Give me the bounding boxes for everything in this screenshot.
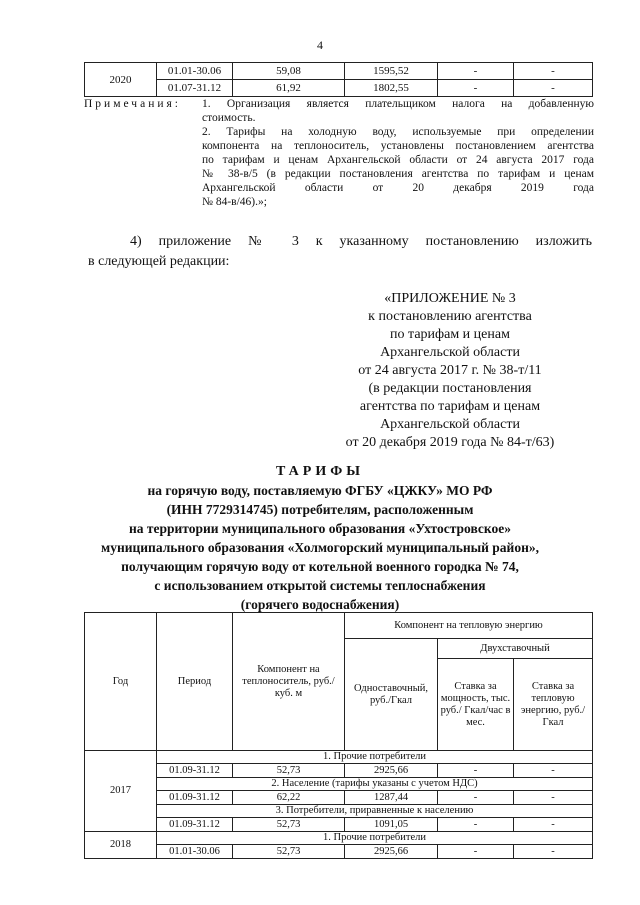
power-rate-cell: -: [438, 818, 514, 832]
energy-rate-cell: -: [514, 818, 593, 832]
title-line: на территории муниципального образования «Ухтостровское»: [128, 521, 512, 536]
hot-water-tariff-table: [84, 612, 593, 859]
page-number: 4: [317, 38, 323, 52]
single-rate-cell: 2925,66: [345, 764, 438, 778]
document-title: [80, 462, 560, 614]
two-rate-header: Двухставочный: [438, 639, 593, 659]
note-line: Архангельской области от 20 декабря 2019 года: [202, 182, 594, 194]
carrier-cell: 61,92: [233, 80, 345, 97]
paragraph-line: в следующей редакции:: [88, 254, 230, 269]
carrier-cell: 59,08: [233, 63, 345, 80]
notes-label: Примечания:: [84, 98, 181, 110]
energy-rate-cell: -: [514, 845, 593, 859]
single-rate-cell: 1287,44: [345, 791, 438, 805]
energy-rate-header: Ставка за тепловую энергию, руб./Гкал: [514, 659, 593, 751]
table-row: [85, 63, 593, 80]
title-line: муниципального образования «Холмогорский муниципальный район»,: [101, 540, 539, 555]
year-header: Год: [85, 613, 157, 751]
year-cell: 2017: [85, 751, 157, 832]
power-rate-header: Ставка за мощность, тыс. руб./ Гкал/час в мес.: [438, 659, 514, 751]
title-head: ТАРИФЫ: [276, 464, 364, 479]
title-line: получающим горячую воду от котельной военного городка № 74,: [121, 559, 519, 574]
carrier-header: Компонент на теплоноситель, руб./куб. м: [233, 613, 345, 751]
appendix-line: Архангельской области: [380, 417, 520, 432]
appendix-line: от 20 декабря 2019 года № 84-т/63): [345, 435, 555, 450]
power-rate-cell: -: [438, 845, 514, 859]
period-cell: 01.07-31.12: [157, 80, 233, 97]
appendix-line: по тарифам и ценам: [390, 327, 510, 342]
energy-rate-cell: -: [514, 791, 593, 805]
period-cell: 01.09-31.12: [157, 764, 233, 778]
appendix-line: к постановлению агентства: [368, 309, 532, 324]
carrier-cell: 52,73: [233, 845, 345, 859]
note-line: компонента на теплоноситель, установлены постановлением агентства: [202, 140, 594, 152]
title-line: (ИНН 7729314745) потребителям, расположенным: [166, 502, 474, 517]
section-title: 2. Население (тарифы указаны с учетом НДС): [157, 778, 593, 791]
note-1: [202, 97, 594, 125]
period-cell: 01.09-31.12: [157, 791, 233, 805]
top-tariff-table: [84, 62, 593, 97]
carrier-cell: 62,22: [233, 791, 345, 805]
year-cell: 2020: [85, 63, 157, 97]
section-row: [85, 751, 593, 764]
single-rate-cell: 1091,05: [345, 818, 438, 832]
note-line: по тарифам и ценам Архангельской области от 24 августа 2017 года: [202, 154, 594, 166]
period-cell: 01.01-30.06: [157, 845, 233, 859]
power-rate-cell: -: [438, 63, 514, 80]
energy-rate-cell: -: [514, 80, 593, 97]
amendment-paragraph: [88, 232, 592, 272]
table-row: [85, 818, 593, 832]
paragraph-line: 4) приложение № 3 к указанному постановлению изложить: [130, 234, 592, 249]
title-line: с использованием открытой системы теплоснабжения: [154, 578, 486, 593]
carrier-cell: 52,73: [233, 818, 345, 832]
period-cell: 01.01-30.06: [157, 63, 233, 80]
section-title: 3. Потребители, приравненные к населению: [157, 805, 593, 818]
energy-component-header: Компонент на тепловую энергию: [345, 613, 593, 639]
power-rate-cell: -: [438, 764, 514, 778]
single-rate-cell: 2925,66: [345, 845, 438, 859]
title-line: на горячую воду, поставляемую ФГБУ «ЦЖКУ» МО РФ: [147, 483, 493, 498]
single-rate-cell: 1595,52: [345, 63, 438, 80]
table-row: [85, 764, 593, 778]
note-line: 1. Организация является плательщиком налога на добавленную: [202, 98, 594, 110]
note-line: № 84-в/46).»;: [202, 196, 267, 208]
appendix-line: «ПРИЛОЖЕНИЕ № 3: [384, 291, 516, 306]
appendix-line: Архангельской области: [380, 345, 520, 360]
year-cell: 2018: [85, 832, 157, 859]
appendix-line: от 24 августа 2017 г. № 38-т/11: [358, 363, 542, 378]
appendix-line: (в редакции постановления: [368, 381, 532, 396]
header-row: [85, 613, 593, 639]
title-line: (горячего водоснабжения): [240, 597, 400, 612]
table-row: [85, 791, 593, 805]
section-row: [85, 805, 593, 818]
energy-rate-cell: -: [514, 63, 593, 80]
power-rate-cell: -: [438, 80, 514, 97]
note-2: [202, 125, 594, 209]
power-rate-cell: -: [438, 791, 514, 805]
section-title: 1. Прочие потребители: [157, 832, 593, 845]
note-line: стоимость.: [202, 112, 256, 124]
table-row: [85, 845, 593, 859]
note-line: № 38-в/5 (в редакции постановления агентства по тарифам и ценам: [202, 168, 594, 180]
section-row: [85, 778, 593, 791]
period-cell: 01.09-31.12: [157, 818, 233, 832]
table-row: [85, 80, 593, 97]
section-title: 1. Прочие потребители: [157, 751, 593, 764]
note-line: 2. Тарифы на холодную воду, используемые при определении: [202, 126, 594, 138]
carrier-cell: 52,73: [233, 764, 345, 778]
single-rate-cell: 1802,55: [345, 80, 438, 97]
appendix-line: агентства по тарифам и ценам: [359, 399, 541, 414]
period-header: Период: [157, 613, 233, 751]
single-rate-header: Одноставочный, руб./Гкал: [345, 639, 438, 751]
section-row: [85, 832, 593, 845]
notes: [84, 97, 594, 209]
appendix-header: [300, 290, 600, 452]
energy-rate-cell: -: [514, 764, 593, 778]
